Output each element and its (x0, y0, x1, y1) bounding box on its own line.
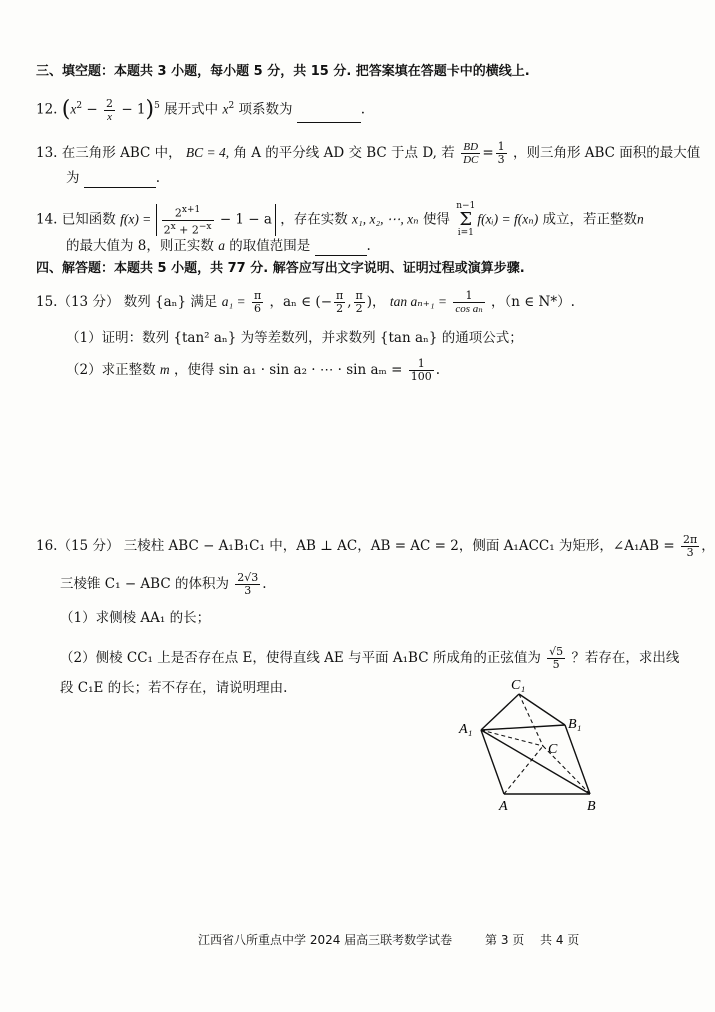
edge-a1-c (481, 730, 543, 746)
section4-header: 四、解答题：本题共 5 小题，共 77 分. 解答应写出文字说明、证明过程或演算步骤. (36, 261, 525, 276)
question-16-part1: （1）求侧棱 AA₁ 的长； (60, 610, 211, 626)
q13-number: 13. (36, 145, 58, 161)
q15-number: 15.（13 分） (36, 294, 120, 310)
q13-answer-blank (84, 173, 156, 188)
footer-page: 第 3 页 (485, 933, 525, 947)
q14-abs-expression: $\frac{2^{x+1}}{2^x + 2^{-x}}$ − 1 − a (156, 204, 276, 236)
edge-b1-b (565, 725, 590, 794)
question-16: 16.（15 分） 三棱柱 ABC − A₁B₁C₁ 中，AB ⊥ AC，AB = AC = 2，侧面 A₁ACC₁ 为矩形，∠A₁AB = $\frac{2\pi}{3}$ ， (36, 533, 715, 559)
edge-a1-a (481, 730, 504, 794)
question-16-line2: 三棱锥 C₁ − ABC 的体积为 $\frac{2√3}{3}$ . (60, 571, 267, 597)
question-16-part2: （2）侧棱 CC₁ 上是否存在点 E，使得直线 AE 与平面 A₁BC 所成角的正弦值为 $\frac{√5}{5}$ ？若存在，求出线 (60, 645, 680, 671)
question-15: 15.（13 分） 数列 {aₙ} 满足 a₁ = $\frac{\pi}{6}$ ，aₙ ∈ (− $\frac{\pi}{2}$ , $\frac{\pi}{2}$ )， tan aₙ₊₁ = $\frac{1}{\text{cos aₙ}}$ ，（n ∈ N*）. (36, 289, 575, 315)
q13-ratio: $\frac{BD}{DC}$ (463, 141, 479, 166)
question-12: 12. ($x^2$ − $\frac{2}{x}$ − 1)$^5$ 展开式中 $x^2$ 项系数为 . (36, 96, 366, 123)
edge-a1-c1 (481, 694, 519, 730)
section3-header: 三、填空题：本题共 3 小题，每小题 5 分，共 15 分. 把答案填在答题卡中的横线上. (36, 64, 530, 79)
footer-total: 共 4 页 (540, 933, 580, 947)
question-14: 14. 已知函数 f(x) = $\frac{2^{x+1}}{2^x + 2^{-x}}$ − 1 − a ，存在实数 x₁, x₂, ⋯, xₙ 使得 n−1 Σ i=1f(xᵢ) = f(xₙ) 成立，若正整数n (36, 201, 644, 238)
question-16-part2-line2: 段 C₁E 的长；若不存在，请说明理由. (60, 680, 288, 696)
footer-title: 江西省八所重点中学 2024 届高三联考数学试卷 (198, 933, 453, 947)
question-15-part1: （1）证明：数列 {tan² aₙ} 为等差数列，并求数列 {tan aₙ} 的通项公式； (66, 330, 523, 346)
q14-number: 14. (36, 211, 58, 228)
q13-value: $\frac{1}{3}$ (497, 140, 505, 166)
prism-figure (455, 670, 615, 815)
q12-number: 12. (36, 101, 58, 118)
label-b1: B₁ (568, 717, 582, 732)
q12-answer-blank (297, 108, 361, 123)
question-15-part2: （2）求正整数 m ，使得 sin a₁ · sin a₂ · ⋯ · sin aₘ = $\frac{1}{100}$ . (66, 357, 440, 383)
label-c1: C₁ (511, 678, 526, 693)
label-a1: A₁ (459, 722, 473, 737)
edge-a-c (504, 746, 543, 794)
label-b: B (587, 799, 596, 814)
q14-answer-blank (315, 241, 367, 256)
question-13: 13. 在三角形 ABC 中， BC = 4, 角 A 的平分线 AD 交 BC 于点 D, 若 $\frac{BD}{DC}$ = $\frac{1}{3}$ ，则三角形 ABC 面积的最大值 (36, 140, 701, 166)
q16-number: 16.（15 分） (36, 538, 120, 554)
edge-a1-b (481, 730, 590, 794)
q14-summation: n−1 Σ i=1 (456, 201, 476, 238)
question-14-line2: 的最大值为 8，则正实数 a 的取值范围是 . (66, 238, 371, 254)
edge-a1-b1 (481, 725, 565, 730)
label-c: C (548, 742, 558, 757)
question-13-line2: 为 . (66, 170, 161, 186)
label-a: A (499, 799, 508, 814)
q12-fraction: $\frac{2}{x}$ (106, 96, 114, 123)
